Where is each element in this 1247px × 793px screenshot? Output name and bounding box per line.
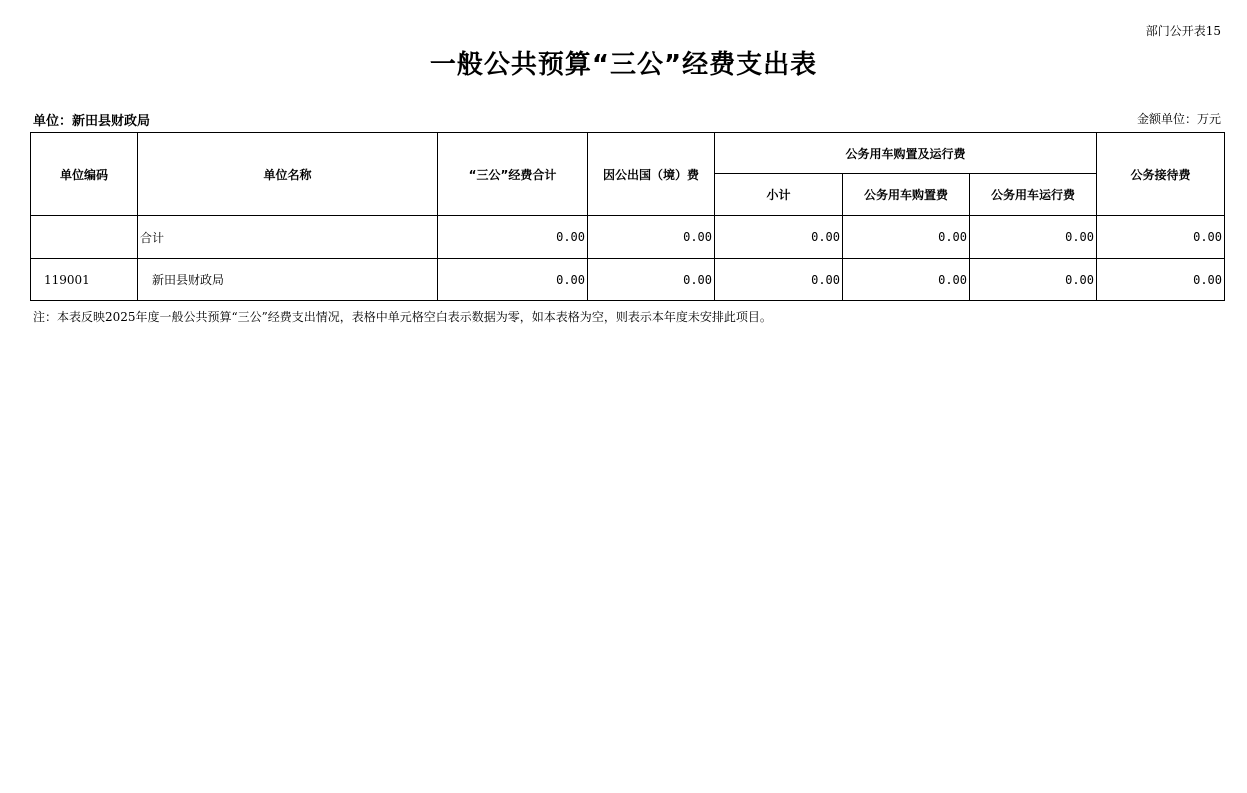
cell-three-public-total: 0.00 xyxy=(438,259,588,301)
cell-subtotal: 0.00 xyxy=(715,216,843,259)
cell-overseas-trip: 0.00 xyxy=(588,216,715,259)
header-subtotal: 小计 xyxy=(715,174,843,216)
header-unit-name: 单位名称 xyxy=(138,133,438,216)
header-reception: 公务接待费 xyxy=(1097,133,1225,216)
cell-subtotal: 0.00 xyxy=(715,259,843,301)
header-overseas-trip: 因公出国（境）费 xyxy=(588,133,715,216)
cell-code xyxy=(31,216,138,259)
header-unit-code: 单位编码 xyxy=(31,133,138,216)
table-row xyxy=(31,259,1225,301)
header-vehicle-purchase: 公务用车购置费 xyxy=(843,174,970,216)
header-vehicle-group: 公务用车购置及运行费 xyxy=(715,133,1097,174)
cell-name: 合计 xyxy=(138,216,438,259)
expenditure-table xyxy=(30,132,1225,301)
amount-unit-label: 金额单位：万元 xyxy=(1136,112,1221,126)
header-vehicle-operation: 公务用车运行费 xyxy=(970,174,1097,216)
table-row-total xyxy=(31,216,1225,259)
cell-three-public-total: 0.00 xyxy=(438,216,588,259)
cell-vehicle-purchase: 0.00 xyxy=(843,216,970,259)
page-title: 一般公共预算“三公”经费支出表 xyxy=(429,50,818,80)
cell-vehicle-purchase: 0.00 xyxy=(843,259,970,301)
footnote: 注：本表反映2025年度一般公共预算“三公”经费支出情况，表格中单元格空白表示数据为零，如本表格为空，则表示本年度未安排此项目。 xyxy=(33,310,772,324)
cell-reception: 0.00 xyxy=(1097,259,1225,301)
cell-code: 119001 xyxy=(31,259,138,301)
form-number: 部门公开表15 xyxy=(1145,24,1221,38)
header-three-public-total: “三公”经费合计 xyxy=(438,133,588,216)
header-row-1 xyxy=(31,133,1225,174)
cell-vehicle-operation: 0.00 xyxy=(970,259,1097,301)
cell-reception: 0.00 xyxy=(1097,216,1225,259)
cell-vehicle-operation: 0.00 xyxy=(970,216,1097,259)
cell-overseas-trip: 0.00 xyxy=(588,259,715,301)
cell-name: 新田县财政局 xyxy=(138,259,438,301)
unit-label: 单位：新田县财政局 xyxy=(33,114,151,129)
